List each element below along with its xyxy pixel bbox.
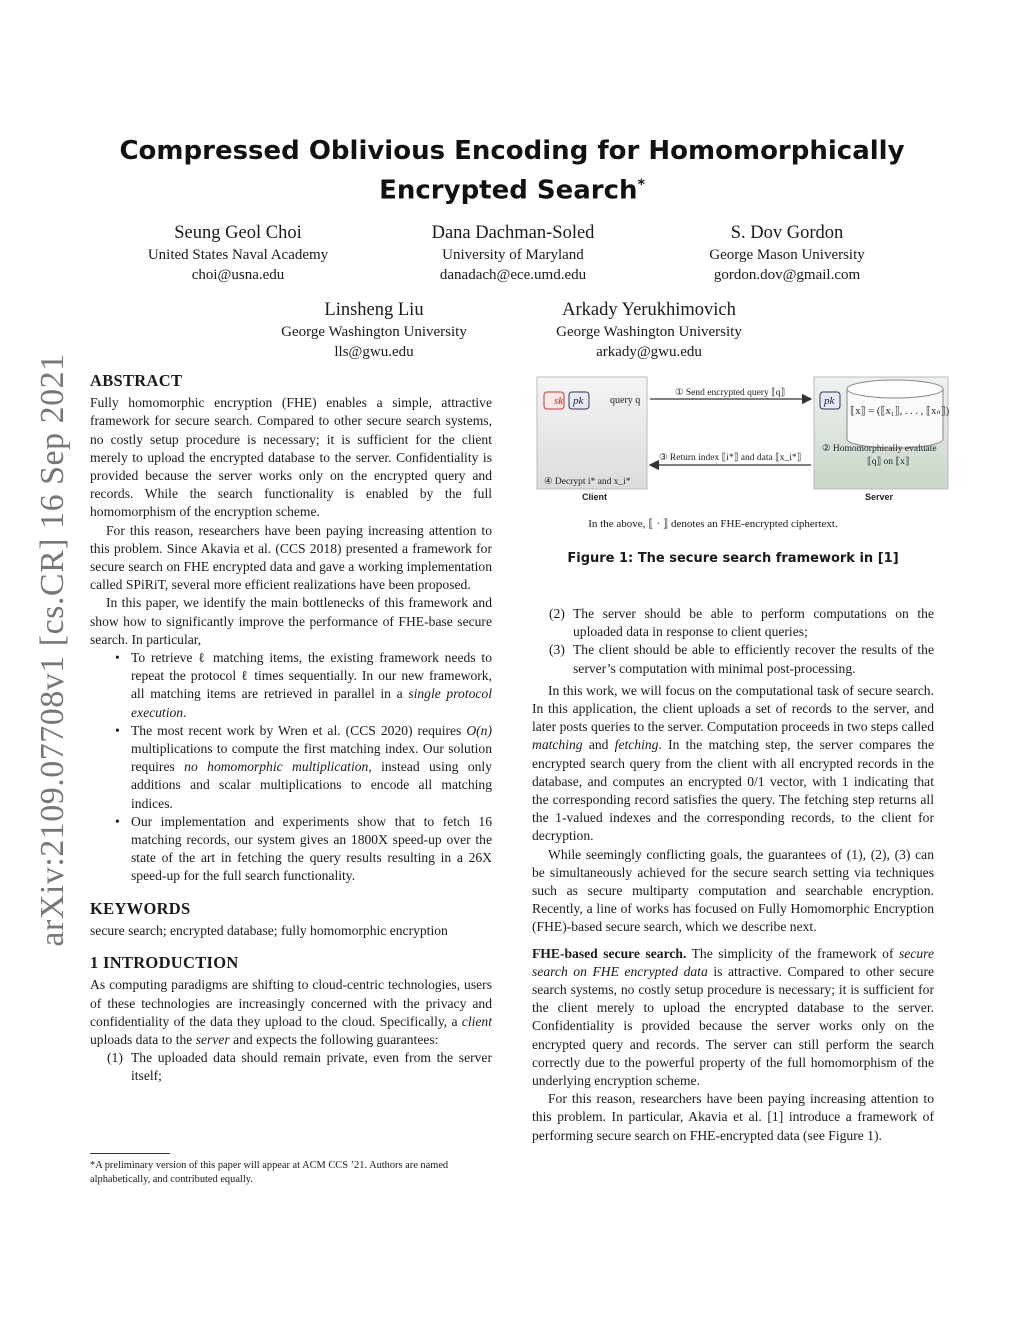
server-pk-label: pk <box>824 395 835 407</box>
pk-label: pk <box>573 395 584 407</box>
author-affiliation: George Washington University <box>556 324 742 340</box>
footnote: *A preliminary version of this paper will appear at ACM CCS ’21. Authors are named alphabetically, and contributed equally. <box>90 1160 449 1185</box>
footnote-rule <box>90 1153 170 1154</box>
author-affiliation: United States Naval Academy <box>147 247 329 263</box>
abstract-heading: ABSTRACT <box>90 371 183 390</box>
title-line-1: Compressed Oblivious Encoding for Homomorphically <box>119 136 905 166</box>
author-name: Dana Dachman-Soled <box>431 223 595 243</box>
author-name: S. Dov Gordon <box>730 223 844 243</box>
author-block-3 <box>667 221 907 285</box>
intro-paragraph-3: While seemingly conflicting goals, the guarantees of (1), (2), (3) can be simultaneously achieved for the secure search setting via techniques such as secure multiparty computation and searchable encryption. Recently, a line of works has focused on Fully Homomorphic Encryption (FHE)-based secure search, which we describe next. <box>532 846 934 935</box>
send-label: ① Send encrypted query ⟦q⟧ <box>675 388 786 398</box>
author-email: choi@usna.edu <box>191 267 285 283</box>
author-email: arkady@gwu.edu <box>596 344 702 360</box>
abstract-paragraph-1: Fully homomorphic encryption (FHE) enables a simple, attractive framework for secure search. Compared to other secure search systems, no costly setup procedure is necessary; it is sufficient for the client merely to upload the encrypted database to the server. Confidentiality is provided because the server works only on the encrypted query and records. While the search functionality is enabled by the full homomorphism of the encryption scheme. <box>90 395 492 520</box>
guarantee-list-continued <box>532 605 934 678</box>
figure-1 <box>532 372 952 512</box>
decrypt-label: ④ Decrypt i* and x_i* <box>544 477 631 487</box>
author-name: Arkady Yerukhimovich <box>562 300 736 320</box>
figure-caption: Figure 1: The secure search framework in [1] <box>567 551 899 566</box>
right-column <box>532 605 934 1145</box>
author-block-5 <box>529 298 769 362</box>
author-block-1 <box>118 221 358 285</box>
intro-paragraph-5: For this reason, researchers have been paying increasing attention to this problem. In particular, Akavia et al. [1] introduce a framework of performing secure search on FHE-encrypted data (see Figure 1). <box>532 1091 934 1143</box>
list-item: (2) The server should be able to perform computations on the uploaded data in response to client queries; <box>549 606 934 640</box>
abstract-paragraph-3: In this paper, we identify the main bottlenecks of this framework and show how to significantly improve the performance of FHE-base secure search. In particular, <box>90 595 492 647</box>
intro-paragraph-1: As computing paradigms are shifting to cloud-centric technologies, users of these technologies are increasingly concerned with the privacy and confidentiality of the data they upload to the cloud. Specifically, a client uploads data to the server and expects the following guarantees: <box>90 977 492 1047</box>
author-block-2 <box>393 221 633 285</box>
server-label: Server <box>865 492 894 502</box>
arxiv-identifier: arXiv:2109.07708v1 [cs.CR] 16 Sep 2021 <box>34 353 71 947</box>
client-label: Client <box>582 492 608 502</box>
author-email: gordon.dov@gmail.com <box>713 267 861 283</box>
author-affiliation: George Washington University <box>281 324 467 340</box>
abstract-paragraph-2: For this reason, researchers have been paying increasing attention to this problem. Since Akavia et al. (CCS 2018) presented a framework for secure search on FHE encrypted data and gave a working implementation called SPiRiT, several more efficient realizations have been proposed. <box>90 522 492 593</box>
author-affiliation: George Mason University <box>709 247 865 263</box>
list-item: • To retrieve ℓ matching items, the existing framework needs to repeat the protocol ℓ times sequentially. In our new framework, all matching items are retrieved in parallel in a single protocol execution. <box>90 649 492 722</box>
intro-paragraph-4: FHE-based secure search. The simplicity of the framework of secure search on FHE encrypted data is attractive. Compared to other secure search systems, no costly setup procedure is necessary; it is sufficient for the client merely to upload the encrypted database to the server. Confidentiality is provided because the server works only on the encrypted query and records. The server can still perform the search correctly due to the powerful property of the full homomorphism of the underlying encryption scheme. <box>532 945 935 1089</box>
contribution-list <box>90 649 492 886</box>
author-block-4 <box>254 298 494 362</box>
keywords-heading: KEYWORDS <box>90 898 191 918</box>
list-item: • The most recent work by Wren et al. (CCS 2020) requires O(n) multiplications to compute the first matching index. Our solution requires no homomorphic multiplication, instead using only additions and scalar multiplications to encode all matching indices. <box>90 722 492 813</box>
list-item: (3) The client should be able to efficiently recover the results of the server’s computation with minimal post-processing. <box>549 642 934 676</box>
evaluate-label-2: ⟦q⟧ on ⟦x⟧ <box>867 457 910 467</box>
author-email: lls@gwu.edu <box>334 344 414 360</box>
framework-diagram <box>532 372 952 512</box>
author-name: Seung Geol Choi <box>174 223 302 243</box>
query-label: query q <box>610 395 641 406</box>
title-footnote-mark: * <box>637 177 645 193</box>
intro-paragraph-2: In this work, we will focus on the computational task of secure search. In this application, the client uploads a set of records to the server, and later posts queries to the server. Computation proceeds in two steps called matching and fetching. In the matching step, the server compares the encrypted search query from the client with all encrypted records in the database, and computes an encrypted 0/1 vector, with 1 indicating that the corresponding record satisfies the query. The fetching step returns all the 1-valued indexes and the corresponding records, to the client for decryption. <box>532 682 934 844</box>
keywords-text: secure search; encrypted database; fully homomorphic encryption <box>90 922 448 938</box>
left-column <box>90 372 492 1086</box>
return-label: ③ Return index ⟦i*⟧ and data ⟦x_i*⟧ <box>659 453 802 463</box>
paper-title <box>0 134 1024 208</box>
sk-label: sk <box>554 395 564 407</box>
evaluate-label-1: ② Homomorphically evaluate <box>822 444 937 454</box>
database-label: ⟦x⟧ = (⟦x₁⟧, . . . , ⟦xₙ⟧) <box>850 406 950 417</box>
guarantee-list <box>90 1049 492 1085</box>
author-email: danadach@ece.umd.edu <box>439 267 587 283</box>
list-item: • Our implementation and experiments show that to fetch 16 matching records, our system gives an 1800X speed-up over the state of the art in fetching the query results resulting in a 26X speed-up for the full search functionality. <box>90 813 492 886</box>
author-name: Linsheng Liu <box>324 300 424 320</box>
arxiv-sidebar <box>30 353 76 947</box>
title-line-2: Encrypted Search <box>379 175 638 206</box>
author-affiliation: University of Maryland <box>442 247 584 263</box>
figure-note: In the above, ⟦ · ⟧ denotes an FHE-encrypted ciphertext. <box>588 518 838 530</box>
list-item: (1) The uploaded data should remain private, even from the server itself; <box>107 1050 492 1084</box>
introduction-heading: 1 INTRODUCTION <box>90 953 239 973</box>
